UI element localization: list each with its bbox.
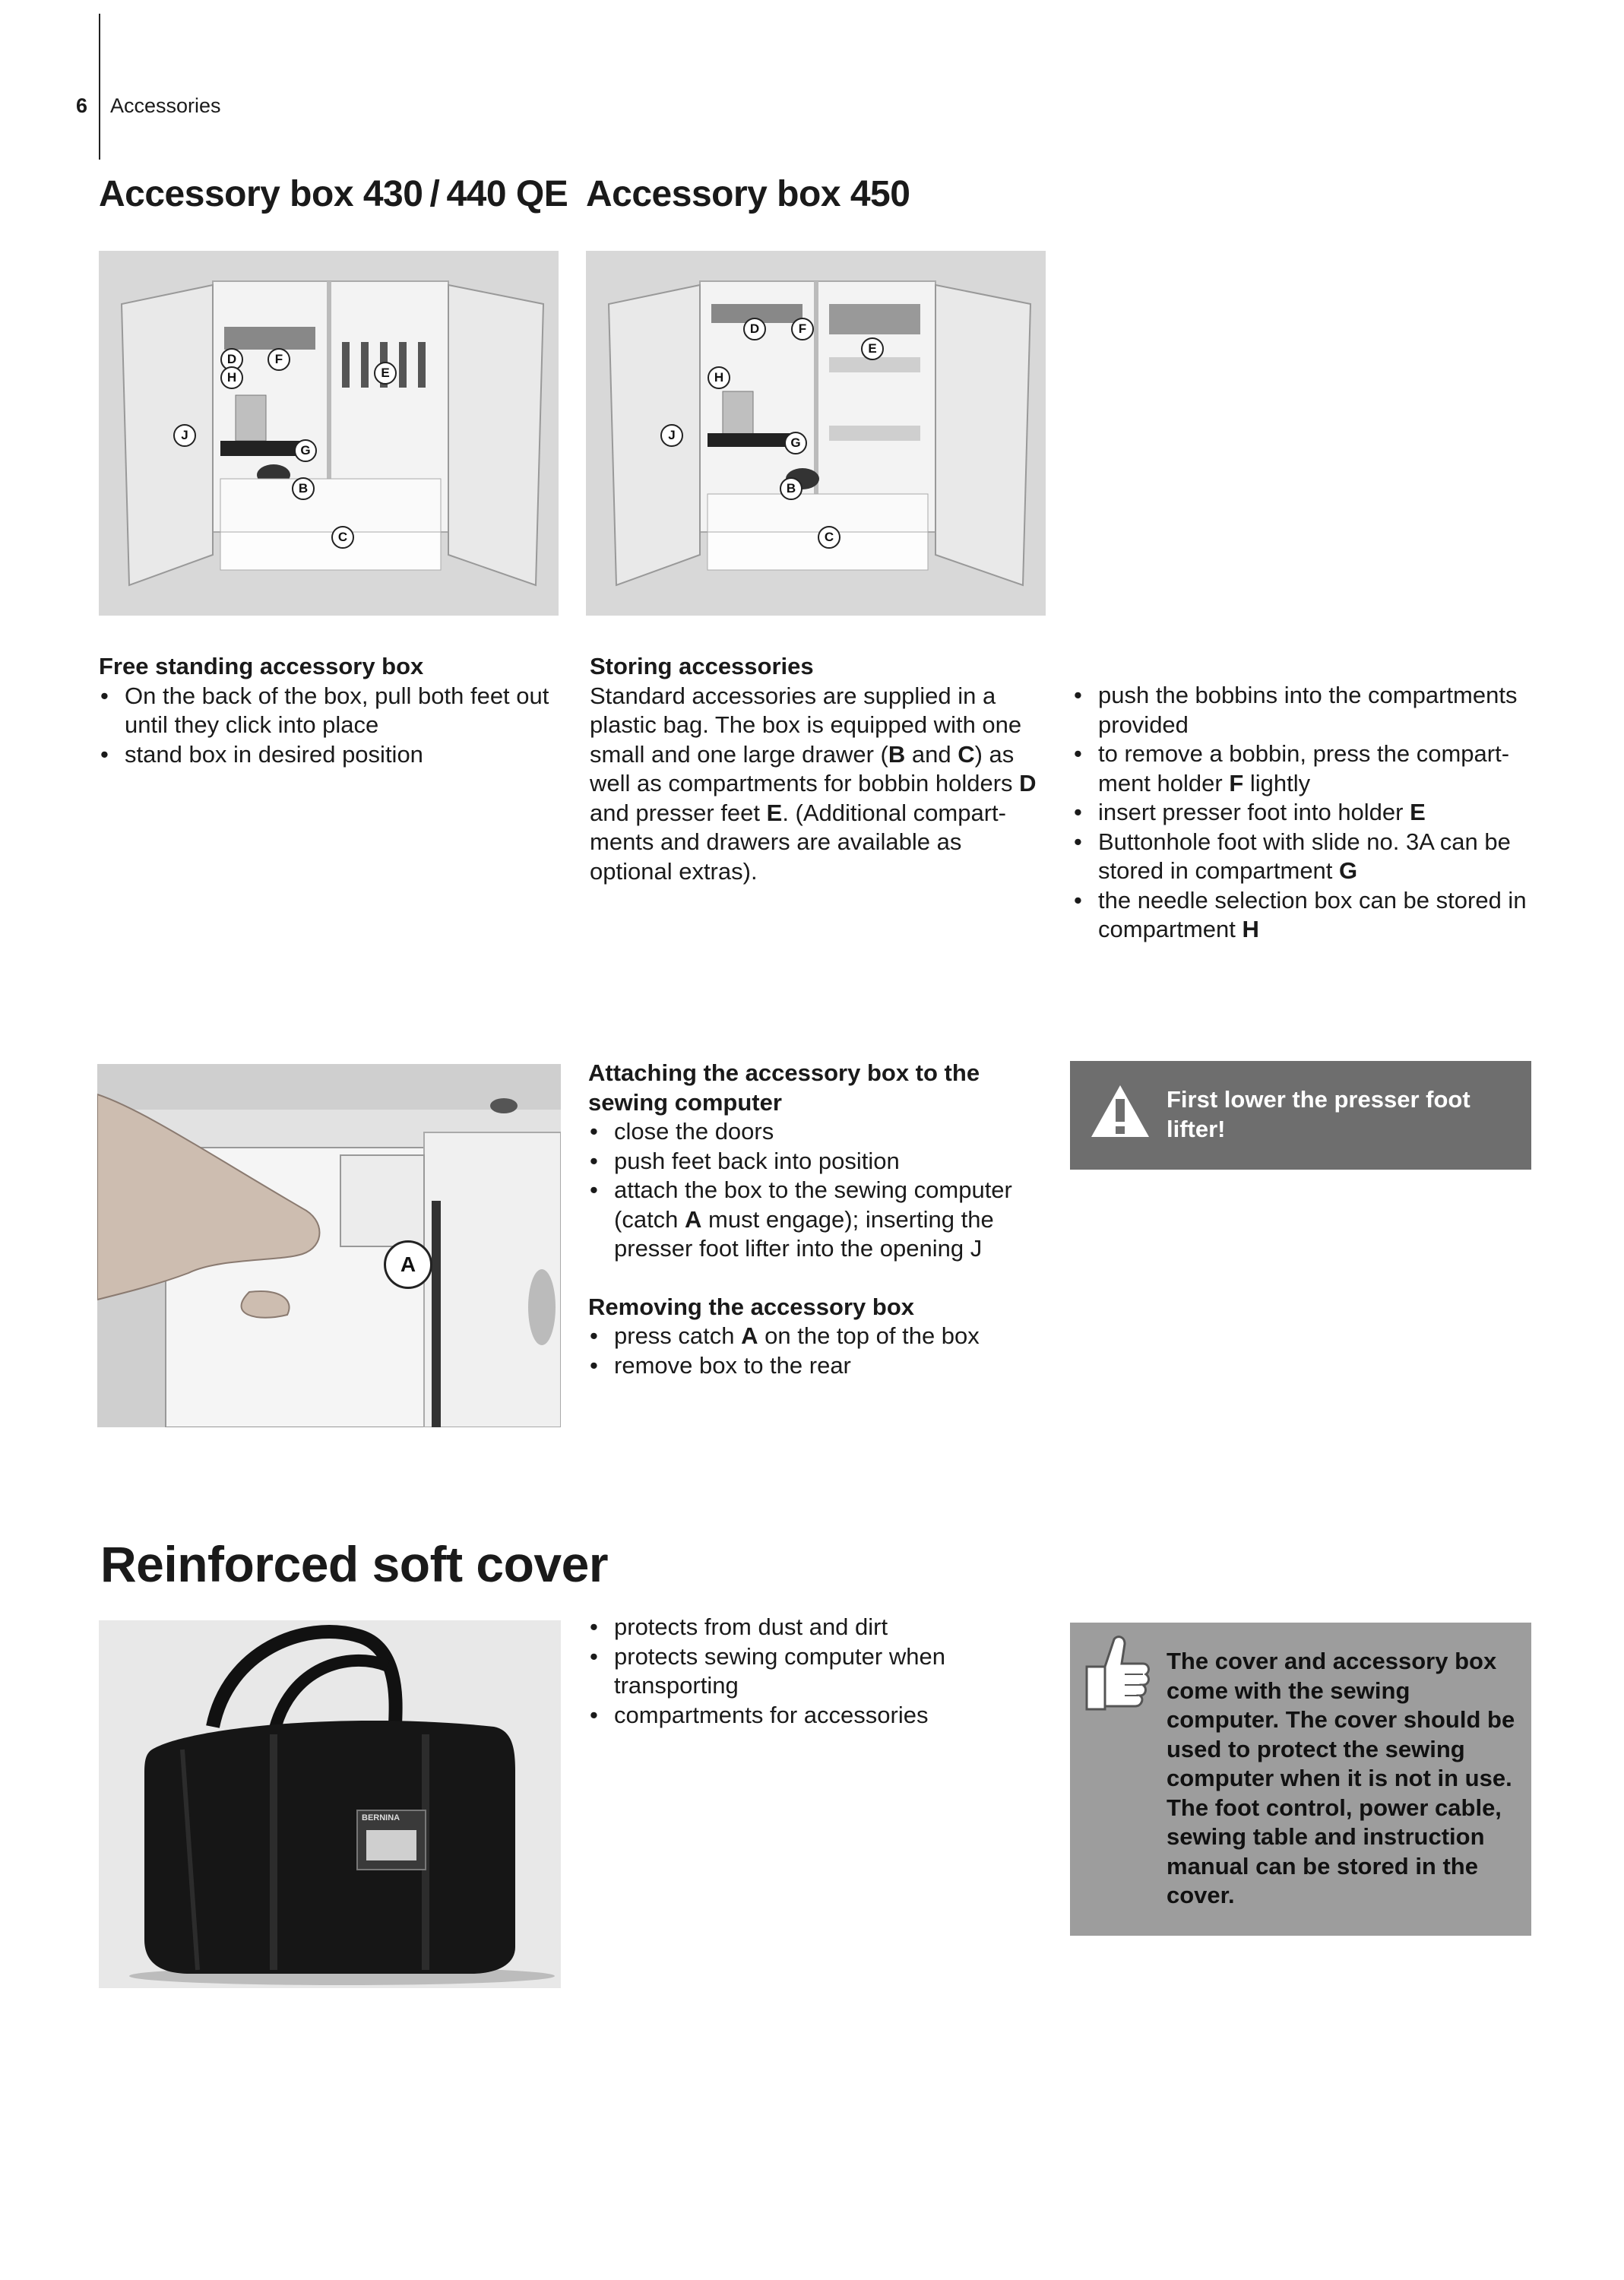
list-item: • to remove a bobbin, press the compart-ment holder F lightly: [1072, 739, 1543, 798]
heading-box-430-440: Accessory box 430 / 440 QE: [99, 174, 568, 214]
label-C: C: [818, 526, 840, 549]
label-J: J: [660, 424, 683, 447]
list-item: • close the doors: [588, 1117, 1044, 1147]
label-J: J: [173, 424, 196, 447]
list-item: • Buttonhole foot with slide no. 3A can be stored in compartment G: [1072, 828, 1543, 886]
warning-callout: [1070, 1061, 1531, 1170]
list-item: • the needle selection box can be stored in compartment H: [1072, 886, 1543, 945]
label-A: A: [384, 1240, 432, 1289]
page-number: 6: [76, 94, 88, 117]
free-standing-list: [99, 682, 570, 770]
list-item: • protects sewing computer when transporting: [588, 1642, 1044, 1701]
label-G: G: [784, 432, 807, 454]
warning-icon: [1090, 1084, 1151, 1138]
label-F: F: [791, 318, 814, 340]
tip-text: The cover and accessory box come with the sewing computer. The cover should be used to protect the sewing computer when it is not in use. The foot control, power cable, sewing table and instruction manual can be stored in the cover.: [1167, 1648, 1515, 1908]
removing-list: [588, 1322, 1044, 1380]
label-H: H: [708, 366, 730, 389]
storing-steps: [1072, 681, 1543, 945]
warning-text: First lower the presser foot lifter!: [1167, 1086, 1470, 1142]
list-item: • protects from dust and dirt: [588, 1613, 1044, 1642]
accessory-box-430-photo: [99, 251, 559, 616]
list-item: • push the bobbins into the compartments provided: [1072, 681, 1543, 739]
label-B: B: [780, 477, 803, 500]
attaching-box-photo: [97, 1064, 561, 1427]
label-H: H: [220, 366, 243, 389]
soft-cover-photo: [99, 1620, 561, 1988]
thumbs-up-icon: [1082, 1633, 1152, 1715]
free-standing-section: [99, 652, 570, 769]
list-item: • compartments for accessories: [588, 1701, 1044, 1731]
label-B: B: [292, 477, 315, 500]
free-standing-title: Free standing accessory box: [99, 653, 424, 679]
attaching-section: [588, 1059, 1044, 1380]
list-item: • insert presser foot into holder E: [1072, 798, 1543, 828]
attaching-list: [588, 1117, 1044, 1264]
list-item: • remove box to the rear: [588, 1351, 1044, 1381]
soft-cover-features: [588, 1613, 1044, 1730]
bag-brand-label: BERNINA: [362, 1813, 400, 1822]
removing-title: Removing the accessory box: [588, 1293, 914, 1320]
attaching-title: Attaching the accessory box to the sewing computer: [588, 1059, 980, 1116]
label-F: F: [268, 348, 290, 371]
storing-list: [1072, 681, 1543, 945]
soft-cover-list: [588, 1613, 1044, 1730]
label-E: E: [861, 337, 884, 360]
accessory-box-450-photo: [586, 251, 1046, 616]
tip-callout: [1070, 1623, 1531, 1936]
label-G: G: [294, 439, 317, 462]
label-D: D: [220, 348, 243, 371]
list-item: • stand box in desired position: [99, 740, 570, 770]
soft-cover-title: Reinforced soft cover: [100, 1536, 608, 1592]
header-divider: [99, 14, 100, 160]
storing-title: Storing accessories: [590, 653, 814, 679]
label-E: E: [374, 362, 397, 385]
list-item: • On the back of the box, pull both feet out until they click into place: [99, 682, 570, 740]
heading-box-450: Accessory box 450: [586, 174, 910, 214]
label-C: C: [331, 526, 354, 549]
label-D: D: [743, 318, 766, 340]
storing-paragraph: Standard accessories are supplied in a plastic bag. The box is equipped with one small and one large drawer (B and C) as well as compartments for bobbin holders D and presser feet E. (Additional compart-ments and drawers are available as optional extras).: [590, 682, 1037, 885]
list-item: • push feet back into position: [588, 1147, 1044, 1176]
section-title: Accessories: [110, 94, 221, 117]
storing-section: [590, 652, 1046, 886]
list-item: • attach the box to the sewing computer (catch A must engage); inserting the presser foot lifter into the opening J: [588, 1176, 1044, 1264]
list-item: • press catch A on the top of the box: [588, 1322, 1044, 1351]
